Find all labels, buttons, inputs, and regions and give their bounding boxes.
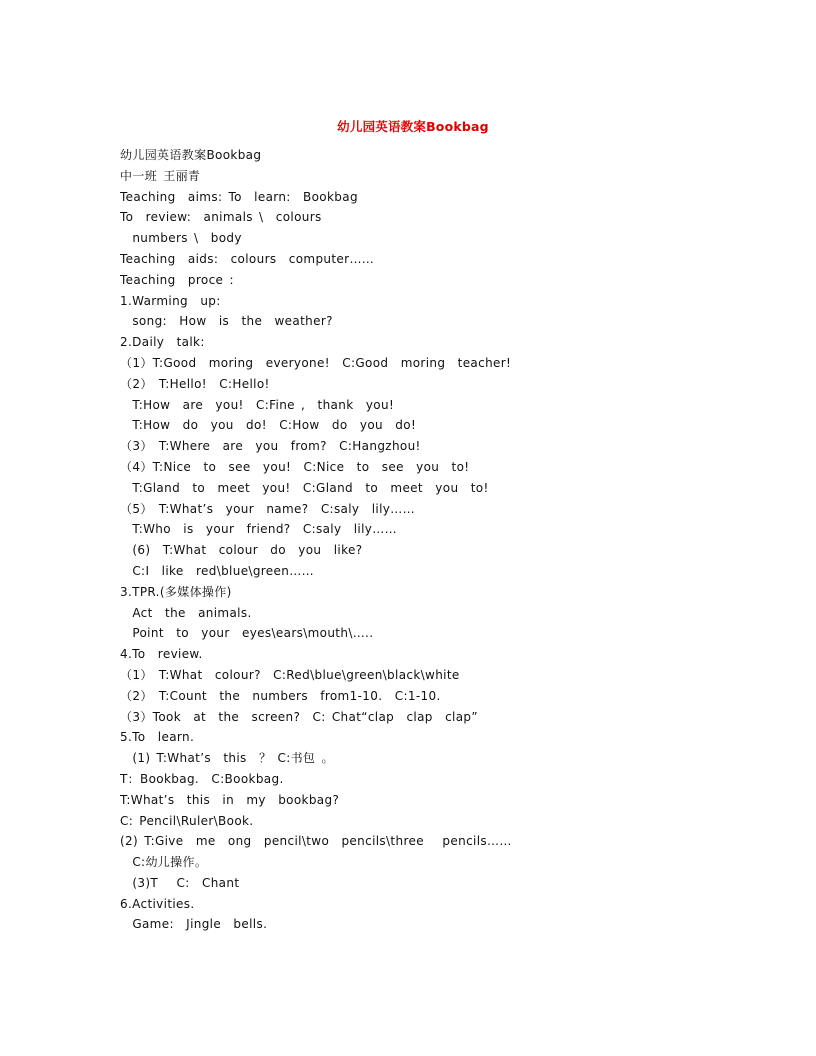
document-body bbox=[120, 145, 740, 935]
body-line: （1）T:Good moring everyone! C:Good moring teacher! bbox=[120, 355, 512, 370]
body-line: （2） T:Hello! C:Hello! bbox=[120, 376, 270, 391]
body-line: 3.TPR.(多媒体操作) bbox=[120, 584, 232, 599]
body-line: （3）Took at the screen? C: Chat“clap clap clap” bbox=[120, 709, 478, 724]
body-line: Teaching proce : bbox=[120, 272, 234, 287]
body-line: Game: Jingle bells. bbox=[120, 917, 268, 932]
body-line: (3)T C: Chant bbox=[120, 875, 240, 890]
body-line: 幼儿园英语教案Bookbag bbox=[120, 148, 262, 162]
body-line: Teaching aids: colours computer…… bbox=[120, 251, 375, 266]
body-line: （4）T:Nice to see you! C:Nice to see you to! bbox=[120, 459, 470, 474]
body-line: 1.Warming up: bbox=[120, 293, 221, 308]
body-line: (2) T:Give me ong pencil\two pencils\three pencils…… bbox=[120, 834, 512, 849]
body-line: T:How are you! C:Fine , thank you! bbox=[120, 397, 395, 412]
body-line: Point to your eyes\ears\mouth\….. bbox=[120, 626, 374, 641]
body-line: C: Pencil\Ruler\Book. bbox=[120, 813, 254, 828]
body-line: （5） T:What’s your name? C:saly lily…… bbox=[120, 501, 415, 516]
body-line: T:How do you do! C:How do you do! bbox=[120, 418, 417, 433]
body-line: 5.To learn. bbox=[120, 730, 195, 745]
body-line: C:幼儿操作。 bbox=[120, 855, 208, 870]
body-line: Act the animals. bbox=[120, 605, 252, 620]
body-line: （3） T:Where are you from? C:Hangzhou! bbox=[120, 439, 421, 454]
body-line: T:Who is your friend? C:saly lily…… bbox=[120, 522, 397, 537]
body-line: （1） T:What colour? C:Red\blue\green\black\white bbox=[120, 667, 460, 682]
body-line: T：Bookbag. C:Bookbag. bbox=[120, 771, 284, 786]
body-line: （2） T:Count the numbers from1-10. C:1-10. bbox=[120, 688, 441, 703]
body-line: (6) T:What colour do you like? bbox=[120, 543, 363, 558]
body-line: 中一班 王丽青 bbox=[120, 168, 201, 183]
body-line: 4.To review. bbox=[120, 647, 203, 662]
body-line: T:Gland to meet you! C:Gland to meet you to! bbox=[120, 480, 489, 495]
document-title: 幼儿园英语教案Bookbag bbox=[337, 119, 489, 134]
body-line: 6.Activities. bbox=[120, 896, 195, 911]
body-line: 2.Daily talk: bbox=[120, 335, 205, 350]
body-line: To review: animals \ colours bbox=[120, 210, 322, 225]
body-line: song: How is the weather? bbox=[120, 314, 333, 329]
body-line: (1) T:What’s this ？ C:书包 。 bbox=[120, 751, 334, 766]
body-line: C:I like red\blue\green…… bbox=[120, 563, 314, 578]
body-line: Teaching aims: To learn: Bookbag bbox=[120, 189, 358, 204]
body-line: T:What’s this in my bookbag? bbox=[120, 792, 340, 807]
body-line: numbers \ body bbox=[120, 231, 242, 246]
